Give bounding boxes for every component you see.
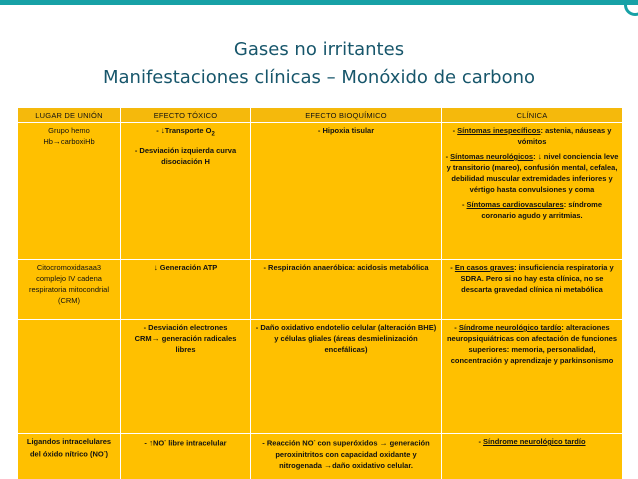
arrow-down-icon: ↓ [160,126,165,135]
cell-biochem-effect: - Respiración anaeróbica: acidosis metabólica [251,260,442,320]
cell-site-empty [18,320,121,434]
cell-clinic [442,123,623,260]
cell-biochem-effect: - Hipoxia tisular [251,123,442,260]
table-row [18,434,623,479]
clinic-neurological: - Síntomas neurológicos: ↓ nivel conciencia leve y transitorio (mareo), confusión mental, cefalea, debilidad muscular extremidades inferiores y vértigo hasta convulsiones y coma [445,152,619,194]
table-row [18,320,623,434]
header-efecto-bioquimico: EFECTO BIOQUÍMICO [251,108,442,123]
cell-toxic-effect: - Desviación electrones CRM→ generación radicales libres [121,320,251,434]
arrow-right-icon: → [151,334,160,343]
slide-subtitle: Manifestaciones clínicas – Monóxido de carbono [102,67,536,88]
site-conversion: Hb→carboxiHb [43,137,95,146]
cell-biochem-effect: - Daño oxidativo endotelio celular (alteración BHE) y células gliales (áreas desmielinización encefálicas) [251,320,442,434]
cell-site-no-ligands: Ligandos intracelulares del óxido nítrico (NO-) [18,434,121,479]
top-accent-bar [0,0,638,5]
arrow-up-icon: ↑ [149,438,154,448]
table-row [18,123,623,260]
arrow-right-icon: → [324,460,333,470]
cell-toxic-effect: ↓ Generación ATP [121,260,251,320]
cell-clinic: - Síndrome neurológico tardío [442,434,623,479]
arrow-down-icon: ↓ [537,152,542,161]
cell-clinic: - En casos graves: insuficiencia respiratoria y SDRA. Pero si no hay esta clínica, no se descarta gravedad clínica ni metabólica [442,260,623,320]
site-text: Grupo hemo [48,126,90,135]
arrow-right-icon: → [379,438,388,448]
toxic-transport: - ↓Transporte $O_2$ [156,126,215,138]
cell-site-cytochrome: Citocromoxidasaa3 complejo IV cadena respiratoria mitocondrial (CRM) [18,260,121,320]
cell-biochem-effect: - Reacción NO- con superóxidos → generación peroxinitritos con capacidad oxidante y nitrogenada →daño oxidativo celular. [251,434,442,479]
cell-toxic-effect: - ↑NO- libre intracelular [121,434,251,479]
header-efecto-toxico: EFECTO TÓXICO [121,108,251,123]
arrow-right-icon: → [52,137,61,146]
arrow-down-icon: ↓ [153,263,158,272]
slide-title: Gases no irritantes [233,39,405,60]
header-clinica: CLÍNICA [442,108,623,123]
clinical-table [17,107,623,479]
cell-toxic-effect [121,123,251,260]
cell-site-hemo [18,123,121,260]
table-header-row [18,108,623,123]
header-lugar-union: LUGAR DE UNIÓN [18,108,121,123]
clinic-nonspecific: - Síntomas inespecíficos: astenia, náuseas y vómitos [452,126,612,146]
toxic-deviation: - Desviación izquierda curva disociación H [134,145,237,166]
corner-ring-decoration [624,0,638,16]
table-row [18,260,623,320]
cell-clinic: - Síndrome neurológico tardío: alteraciones neuropsiquiátricas con afectación de funciones superiores: memoria, personalidad, concentración y aprendizaje y parkinsonismo [442,320,623,434]
clinic-cardiovascular: - Síntomas cardiovasculares: síndrome coronario agudo y arritmias. [461,200,603,220]
